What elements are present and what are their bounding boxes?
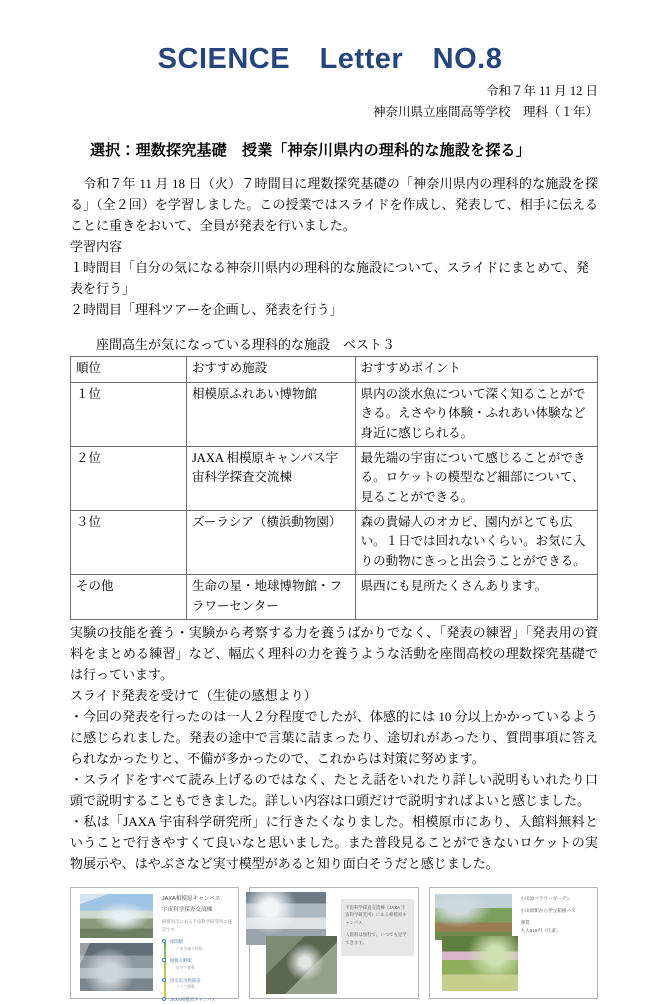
slide-3-title: 小田原フラワーガーデン — [520, 895, 571, 901]
table-caption: 座間高生が気になっている理科的な施設 ベスト３ — [96, 337, 396, 353]
table-row — [71, 575, 598, 620]
school-name: 神奈川県立座間高等学校 理科（１年） — [372, 104, 598, 119]
route-note: 小田急線で移動 — [175, 946, 203, 951]
cell-rank: ３位 — [71, 511, 187, 575]
column-header-point: おすすめポイント — [355, 357, 597, 382]
photo-rocket — [80, 894, 153, 939]
impression-item-1: ・今回の発表を行ったのは一人２分程度でしたが、体感的には 10 分以上かかっているように感じられました。発表の途中で言葉に詰まったり、途切れがあったり、質問事項に答えられなかったりと、不備が多かったので、これからは対策に努めます。 — [70, 709, 598, 767]
photo-machine — [80, 943, 153, 992]
cell-facility: JAXA 相模原キャンパス宇宙科学探査交流棟 — [186, 446, 355, 510]
lesson-heading: 選択：理数探究基礎 授業「神奈川県内の理科的な施設を探る」 — [90, 143, 531, 160]
route-step — [170, 996, 234, 1004]
header-meta — [0, 81, 660, 122]
slide-2-box-line-1: 宇宙科学探査交流棟（JAXA 宇宙科学研究所）にある相模原キャンパス — [345, 904, 407, 926]
impression-item-2: ・スライドをすべて読み上げるのではなく、たとえ話をいれたり詳しい説明もいれたり口頭で説明することもできました。詳しい内容は口頭だけで説明すればよいと感じました。 — [70, 772, 598, 809]
slide-3-line-4: 大人510円（片道） — [520, 927, 561, 933]
impressions-heading: スライド発表を受けて（生徒の感想より） — [70, 688, 317, 704]
summary-section — [0, 622, 660, 685]
slide-1-text — [161, 892, 234, 1002]
cell-facility: ズーラシア（横浜動物園） — [186, 511, 355, 575]
impression-item-3: ・私は「JAXA 宇宙科学研究所」に行きたくなりました。相模原市にあり、入館料無料ということで行きやすくて良いなと思いました。また普段見ることができないロケットの実物展示や、はやぶさなど実寸模型があると知り面白そうだと感じました。 — [70, 814, 598, 872]
route-label: JAXA相模原キャンパス — [169, 996, 216, 1002]
slide-2-box-line-2: 入館料は無料で、いつでも見学できます。 — [345, 932, 407, 946]
slide-1-subtitle: 宇宙科学探査交流棟 — [161, 907, 213, 914]
route-step — [170, 977, 234, 991]
study-content-item-1: １時間目「自分の気になる神奈川県内の理科的な施設について、スライドにまとめて、発表を行う」 — [70, 260, 589, 297]
column-header-facility: おすすめ施設 — [186, 357, 355, 382]
ranking-table-section — [0, 334, 660, 620]
route-step — [170, 957, 234, 971]
slide-2-photos — [254, 892, 337, 994]
slide-thumbnails-row — [0, 887, 660, 1002]
photo-garden — [442, 936, 518, 991]
impressions-list — [0, 706, 660, 874]
study-content-section — [0, 236, 660, 320]
cell-rank: その他 — [71, 575, 187, 620]
route-label: 相模大野駅 — [169, 958, 192, 964]
slide-3-photos — [434, 892, 517, 994]
cell-point: 県西にも見所たくさんあります。 — [355, 575, 597, 620]
ranking-table — [70, 356, 598, 620]
masthead — [0, 0, 660, 76]
cell-facility: 相模原ふれあい博物館 — [186, 382, 355, 446]
cell-point: 森の貴婦人のオカピ、園内がとても広い。１日では回れないくらい。お気に入りの動物にきっと出会うことができる。 — [355, 511, 597, 575]
slide-1-photos — [75, 892, 158, 994]
intro-section — [0, 173, 660, 236]
slide-1-title: JAXA相模原キャンパス — [161, 895, 221, 902]
cell-point: 最先端の宇宙について感じることができる。ロケットの模型など細部について、見ることができる。 — [355, 446, 597, 510]
slide-thumbnail-3[interactable] — [429, 887, 598, 999]
route-dot-icon — [162, 997, 166, 1001]
summary-paragraph: 実験の技能を養う・実験から考察する力を養うばかりでなく、「発表の練習」「発表用の資料をまとめる練習」など、幅広く理科の力を養うような活動を座間高校の理数探究基礎では行っています。 — [70, 624, 598, 683]
cell-rank: ２位 — [71, 446, 187, 510]
photo-greenhouse — [435, 894, 511, 941]
photo-gear — [266, 936, 337, 993]
study-content-heading: 学習内容 — [70, 239, 123, 255]
cell-point: 県内の淡水魚について深く知ることができる。えさやり体験・ふれあい体験など身近に感じられる。 — [355, 382, 597, 446]
slide-thumbnail-1[interactable] — [70, 887, 239, 1002]
cell-facility: 生命の星・地球博物館・フラワーセンター — [186, 575, 355, 620]
slide-2-text — [341, 892, 413, 994]
table-row — [71, 511, 598, 575]
table-row — [71, 446, 598, 510]
impressions-section — [0, 685, 660, 706]
slide-1-route — [162, 938, 234, 1004]
slide-1-caption: 相模原市にある宇宙科学研究所の施設です — [161, 919, 233, 933]
slide-2-textbox — [341, 899, 413, 957]
slide-thumbnail-2[interactable] — [249, 887, 418, 999]
table-row — [71, 382, 598, 446]
route-step — [170, 938, 234, 952]
study-content-item-2: ２時間目「理科ツアーを企画し、発表を行う」 — [70, 302, 343, 318]
issue-date: 令和７年 11 月 12 日 — [485, 83, 598, 98]
route-dot-icon — [162, 978, 166, 982]
route-label: 淡水魚水族館前 — [169, 977, 201, 983]
route-note: バスで移動 — [175, 985, 195, 990]
slide-3-line-2: 小田原駅から伊豆箱根バス — [520, 907, 576, 913]
page-title: SCIENCE Letter NO.8 — [157, 43, 503, 75]
table-header-row — [71, 357, 598, 382]
intro-paragraph: 令和７年 11 月 18 日（火）７時間目に理数探究基礎の「神奈川県内の理科的な施設を探る」（全２回）を学習しました。この授業ではスライドを作成し、発表して、相手に伝えることに重きをおいて、全員が発表を行いました。 — [70, 176, 598, 234]
route-note: 徒歩で移動 — [175, 965, 195, 970]
column-header-rank: 順位 — [71, 357, 187, 382]
slide-3-text — [521, 892, 593, 994]
cell-rank: １位 — [71, 382, 187, 446]
route-line — [164, 942, 166, 1000]
slide-3-line-3: 運賃 — [520, 919, 530, 925]
route-label: 座間駅 — [169, 938, 184, 944]
